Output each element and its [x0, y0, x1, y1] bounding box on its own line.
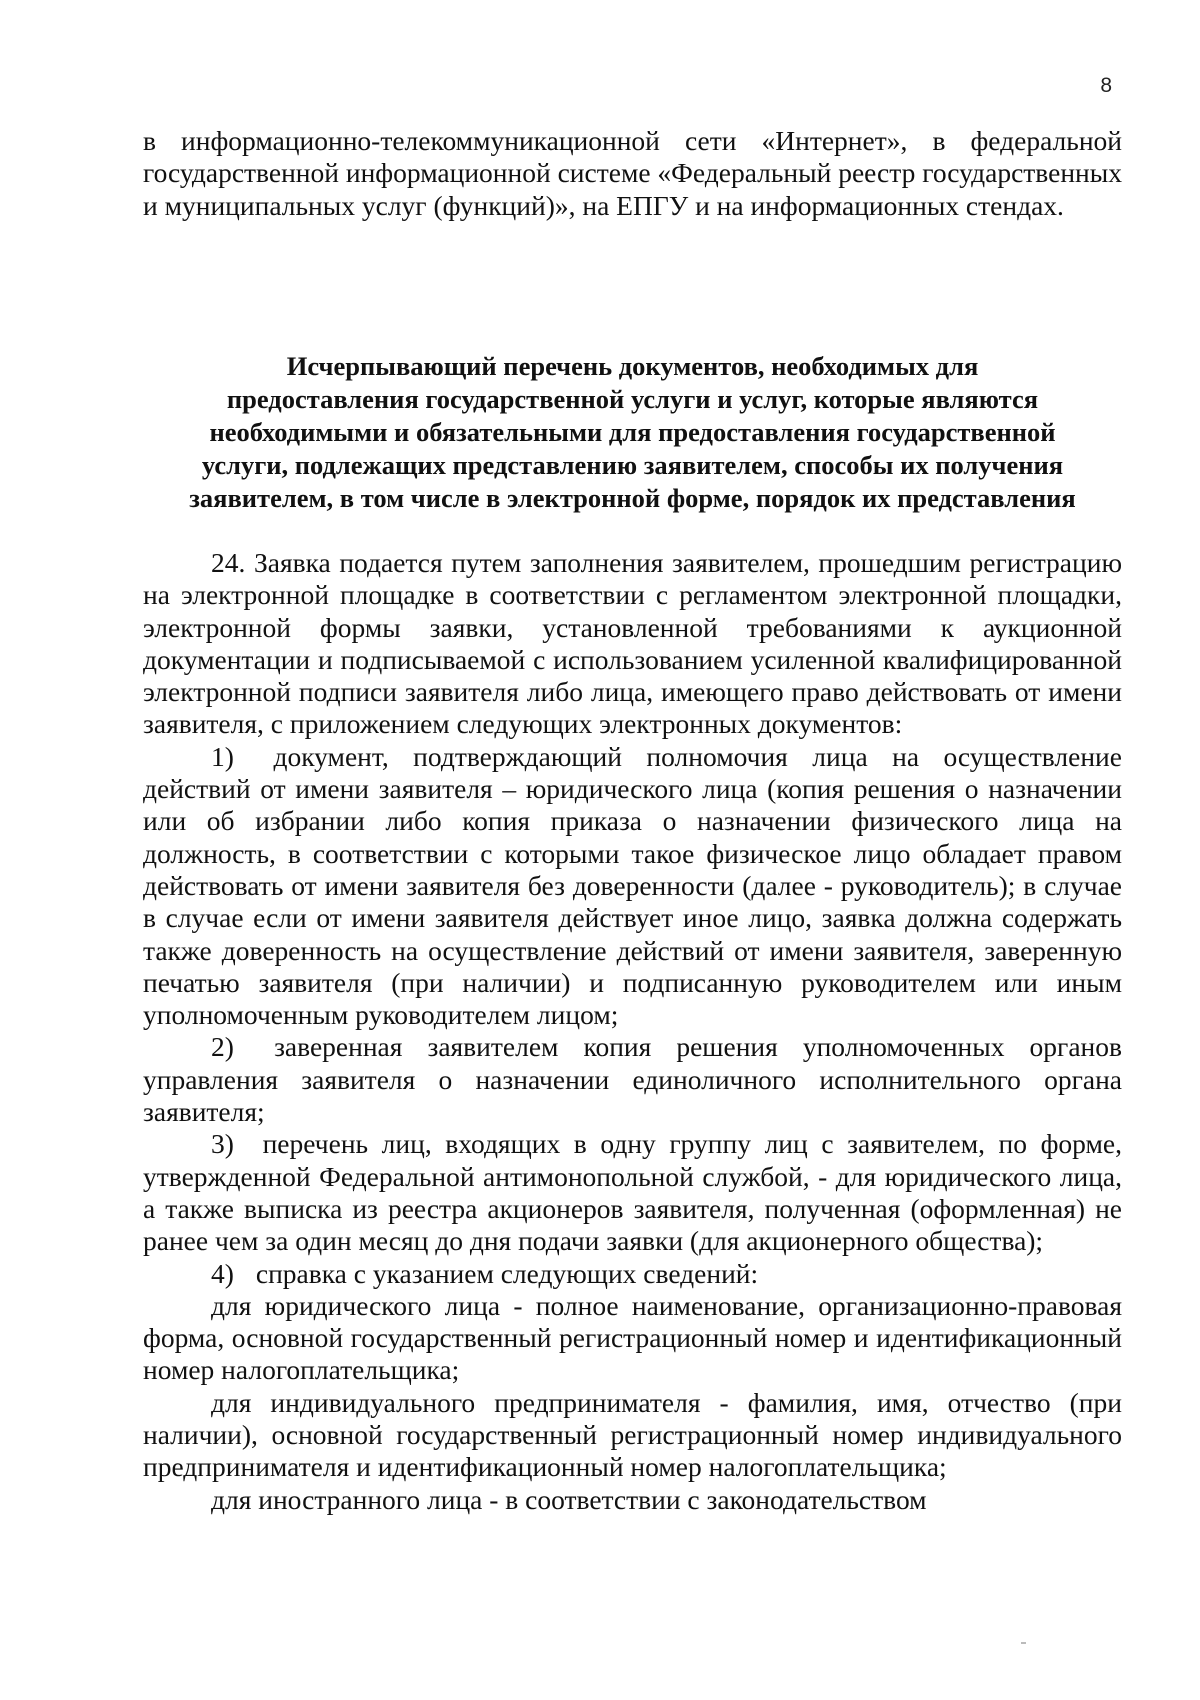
heading-line-2: предоставления государственной услуги и услуг, которые являются — [226, 384, 1039, 414]
list-item-1-number: 1) — [211, 740, 234, 772]
heading-line-5: заявителем, в том числе в электронной форме, порядок их представления — [189, 483, 1076, 513]
paragraph-24: 24. Заявка подается путем заполнения заявителем, прошедшим регистрацию на электронной площадке в соответствии с регламентом электронной площадки, электронной формы заявки, установленной требованиями к аукционной документации и подписываемой с использованием усиленной квалифицированной электронной подписи заявителя либо лица, имеющего право действовать от имени заявителя, с приложением следующих электронных документов: — [143, 547, 1122, 740]
list-item-2-number: 2) — [211, 1031, 234, 1063]
heading-line-1: Исчерпывающий перечень документов, необходимых для — [286, 351, 979, 381]
list-item-4-number: 4) — [211, 1257, 234, 1289]
list-item-1 — [143, 741, 1122, 1032]
section-heading — [143, 350, 1122, 515]
list-item-3-text: перечень лиц, входящих в одну группу лиц с заявителем, по форме, утвержденной Федеральной антимонопольной службой, - для юридического лица, а также выписка из реестра акционеров заявителя, полученная (оформленная) не ранее чем за один месяц до дня подачи заявки (для акционерного общества); — [143, 1128, 1123, 1257]
list-item-3-number: 3) — [211, 1128, 234, 1160]
intro-section — [143, 125, 1122, 222]
foreign-entity-paragraph: для иностранного лица - в соответствии с законодательством — [211, 1483, 927, 1515]
list-item-4 — [143, 1258, 1122, 1290]
heading-line-3: необходимыми и обязательными для предоставления государственной — [209, 417, 1056, 447]
list-item-2-text: заверенная заявителем копия решения уполномоченных органов управления заявителя о назначении единоличного исполнительного органа заявителя; — [143, 1031, 1122, 1128]
list-item-4-text: справка с указанием следующих сведений: — [255, 1257, 759, 1289]
heading-line-4: услуги, подлежащих представлению заявителем, способы их получения — [201, 450, 1064, 480]
scan-speck — [1021, 1642, 1026, 1644]
page-number: 8 — [1100, 74, 1112, 97]
entrepreneur-paragraph: для индивидуального предпринимателя - фамилия, имя, отчество (при наличии), основной государственный регистрационный номер индивидуального предпринимателя и идентификационный номер налогоплательщика; — [143, 1386, 1122, 1483]
list-item-1-text: документ, подтверждающий полномочия лица на осуществление действий от имени заявителя – юридического лица (копия решения о назначении или об избрании либо копия приказа о назначении физического лица на должность, в соответствии с которыми такое физическое лицо обладает правом действовать от имени заявителя без доверенности (далее - руководитель); в случае в случае если от имени заявителя действует иное лицо, заявка должна содержать также доверенность на осуществление действий от имени заявителя, заверенную печатью заявителя (при наличии) и подписанную руководителем или иным уполномоченным руководителем лицом; — [143, 740, 1122, 1031]
list-item-2 — [143, 1031, 1122, 1128]
legal-entity-paragraph: для юридического лица - полное наименование, организационно-правовая форма, основной государственный регистрационный номер и идентификационный номер налогоплательщика; — [143, 1289, 1122, 1386]
main-section — [143, 547, 1122, 1516]
list-item-3 — [143, 1128, 1122, 1257]
intro-paragraph: в информационно-телекоммуникационной сети «Интернет», в федеральной государственной информационной системе «Федеральный реестр государственных и муниципальных услуг (функций)», на ЕПГУ и на информационных стендах. — [143, 125, 1122, 221]
